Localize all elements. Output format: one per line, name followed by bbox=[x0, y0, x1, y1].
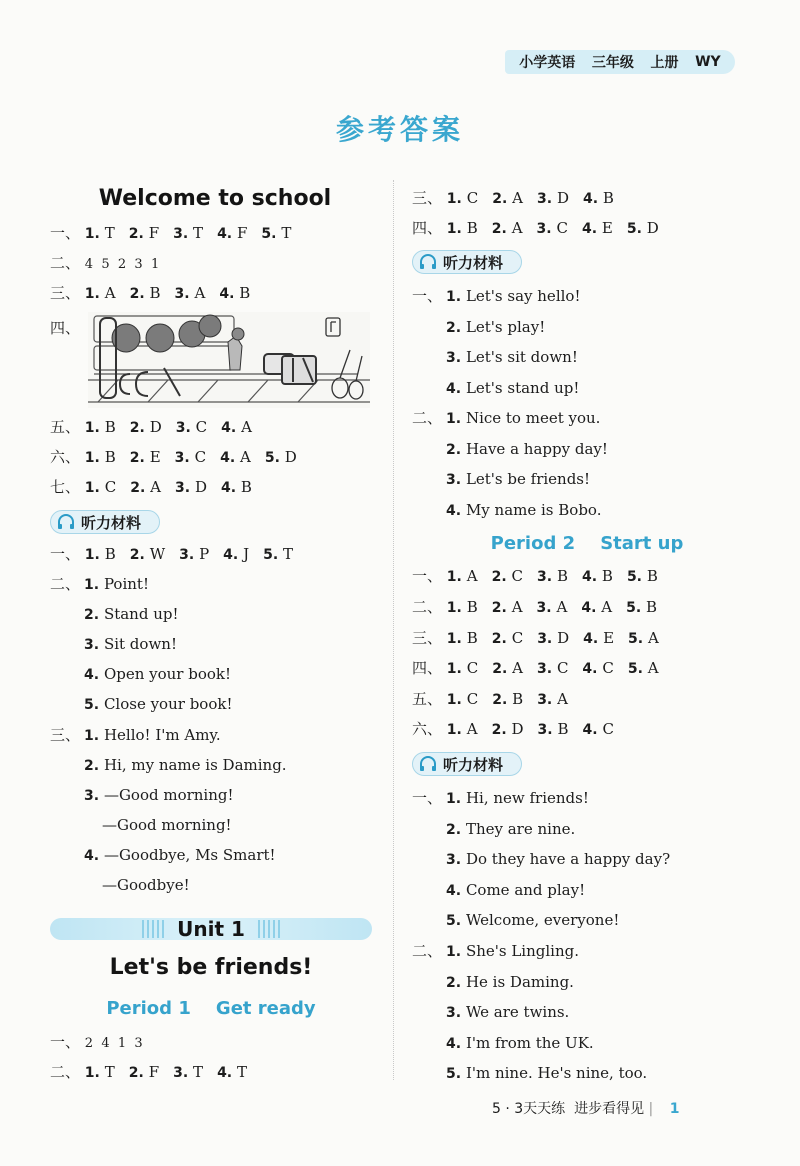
answer-row: 三、 1. C 2. A 3. D 4. B bbox=[412, 189, 614, 207]
answer-item: 4. B bbox=[582, 189, 614, 207]
answer-item: 3. A bbox=[174, 284, 206, 302]
answer-item: 2. C bbox=[491, 629, 524, 647]
sentence-line: 5. Welcome, everyone! bbox=[446, 911, 620, 929]
answer-item: 3. B bbox=[537, 720, 569, 738]
page-number: 1 bbox=[669, 1101, 680, 1117]
answer-item: 5. T bbox=[263, 545, 294, 563]
sentence-line: 3. Sit down! bbox=[84, 635, 177, 653]
answer-item: 3. A bbox=[536, 598, 568, 616]
answer-item: 1. C bbox=[84, 478, 117, 496]
sentence-line: 1. She's Lingling. bbox=[446, 942, 579, 960]
header-edition: WY bbox=[695, 54, 721, 70]
answer-row: 六、 1. A 2. D 3. B 4. C bbox=[412, 720, 614, 738]
answer-item: 2. B bbox=[129, 284, 161, 302]
music-room-illustration bbox=[88, 312, 370, 408]
headphones-icon bbox=[57, 514, 75, 530]
answer-item: 3. D bbox=[537, 629, 570, 647]
listening-badge: 听力材料 bbox=[412, 752, 522, 776]
sentence-line: 3. —Good morning! bbox=[84, 786, 234, 804]
answer-item: 2. F bbox=[128, 224, 160, 242]
answer-item: 1. A bbox=[446, 720, 478, 738]
sentence-line: 2. They are nine. bbox=[446, 819, 576, 838]
answer-item: 4. A bbox=[581, 598, 613, 616]
page-title: 参考答案 bbox=[335, 113, 464, 146]
answer-item: 4. F bbox=[217, 224, 248, 242]
unit-label: Unit 1 bbox=[177, 917, 245, 941]
sentence-line: 4. —Goodbye, Ms Smart! bbox=[84, 846, 276, 864]
answer-row: 二、 4 5 2 3 1 bbox=[50, 254, 160, 272]
answer-row: 三、 1. B 2. C 3. D 4. E 5. A bbox=[412, 629, 659, 647]
answer-item: 3. B bbox=[537, 567, 568, 585]
header-badge bbox=[505, 50, 735, 74]
answer-item: 1. T bbox=[84, 1063, 115, 1081]
answer-item: 3. D bbox=[175, 478, 207, 496]
sentence-line: 1. Hi, new friends! bbox=[446, 789, 589, 807]
answer-row: 二、 bbox=[412, 409, 443, 427]
answer-row: 二、 bbox=[412, 942, 443, 960]
headphones-icon bbox=[419, 254, 437, 270]
sentence-line: 4. I'm from the UK. bbox=[446, 1033, 594, 1052]
answer-item: 1. B bbox=[446, 629, 478, 647]
answer-item: 2. D bbox=[491, 720, 524, 738]
answer-item: 2. W bbox=[129, 545, 166, 563]
answer-item: 3. P bbox=[179, 545, 210, 563]
answer-item: 2. E bbox=[129, 448, 161, 466]
answer-item: 5. A bbox=[628, 629, 659, 647]
answer-item: 4. J bbox=[223, 545, 250, 563]
answer-item: 1. C bbox=[446, 690, 479, 708]
sentence-line: 3. Let's sit down! bbox=[446, 348, 578, 366]
sentence-line: 3. Let's be friends! bbox=[446, 470, 591, 488]
sentence-line: 4. Let's stand up! bbox=[446, 378, 580, 397]
answer-item: 2. F bbox=[128, 1063, 160, 1081]
sentence-line: 5. Close your book! bbox=[84, 695, 233, 713]
answer-row: 四、 1. B 2. A 3. C 4. E 5. D bbox=[412, 219, 659, 237]
answer-item: 4. E bbox=[583, 629, 615, 647]
answer-item: 3. D bbox=[537, 189, 569, 207]
answer-item: 5. D bbox=[264, 448, 297, 466]
answer-item: 2. C bbox=[491, 567, 523, 585]
answer-item: 4. T bbox=[217, 1063, 248, 1081]
answer-row: 一、 2 4 1 3 bbox=[50, 1033, 143, 1051]
answer-item: 1. C bbox=[446, 189, 479, 207]
answer-row: 五、 1. B 2. D 3. C 4. A bbox=[50, 418, 252, 436]
answer-item: 1. B bbox=[84, 545, 116, 563]
sentence-line: 4. Come and play! bbox=[446, 880, 586, 899]
column-divider bbox=[393, 180, 394, 1080]
sentence-line: 2. Let's play! bbox=[446, 317, 546, 336]
sentence-line: 1. Point! bbox=[84, 575, 149, 593]
sentence-line: 2. Stand up! bbox=[84, 605, 179, 623]
sentence-line: 2. Hi, my name is Daming. bbox=[84, 756, 287, 774]
answer-item: 1. B bbox=[84, 448, 116, 466]
answer-item: 2. A bbox=[492, 659, 523, 677]
footer: 5 · 3天天练 进步看得见 | 1 bbox=[492, 1101, 680, 1117]
sentence-line: 2. He is Daming. bbox=[446, 972, 574, 991]
answer-item: 2. B bbox=[492, 690, 524, 708]
header-term: 上册 bbox=[650, 55, 679, 71]
answer-row: 四、 1. C 2. A 3. C 4. C 5. A bbox=[412, 659, 659, 677]
sentence-line: 1. Let's say hello! bbox=[446, 287, 581, 305]
listening-badge: 听力材料 bbox=[412, 250, 522, 274]
answer-item: 4. C bbox=[582, 659, 614, 677]
answer-row: 一、 bbox=[412, 287, 443, 305]
answer-item: 3. C bbox=[175, 418, 208, 436]
answer-row: 三、 bbox=[50, 726, 81, 744]
sentence-line: 3. We are twins. bbox=[446, 1003, 570, 1021]
answer-item: 1. C bbox=[446, 659, 479, 677]
answer-item: 5. T bbox=[261, 224, 292, 242]
welcome-title: Welcome to school bbox=[98, 186, 332, 211]
answer-item: 2. A bbox=[491, 598, 523, 616]
answer-item: 3. T bbox=[173, 1063, 204, 1081]
answer-item: 4. A bbox=[220, 448, 251, 466]
answer-row: 三、 1. A 2. B 3. A 4. B bbox=[50, 284, 251, 302]
answer-item: 4. B bbox=[220, 478, 252, 496]
unit-title: Let's be friends! bbox=[109, 955, 313, 980]
period-2-title: Period 2 Start up bbox=[490, 533, 684, 554]
answer-row: 二、 1. T 2. F 3. T 4. T bbox=[50, 1063, 248, 1081]
sentence-line: 5. I'm nine. He's nine, too. bbox=[446, 1064, 648, 1082]
answer-item: 3. C bbox=[537, 659, 569, 677]
answer-row: 二、 1. B 2. A 3. A 4. A 5. B bbox=[412, 598, 658, 616]
footer-series: 5 · 3天天练 进步看得见 bbox=[492, 1101, 645, 1117]
answer-item: 1. B bbox=[84, 418, 116, 436]
answer-item: 1. A bbox=[84, 284, 116, 302]
sentence-line: 4. Open your book! bbox=[84, 665, 232, 683]
answer-row: 四、 bbox=[50, 319, 81, 337]
answer-item: 3. C bbox=[536, 219, 568, 237]
answer-item: 4. B bbox=[219, 284, 251, 302]
answer-item: 2. A bbox=[492, 189, 523, 207]
answer-row: 一、 bbox=[412, 789, 443, 807]
answer-row: 五、 1. C 2. B 3. A bbox=[412, 690, 568, 708]
answer-row: 二、 bbox=[50, 575, 81, 593]
answer-item: 4. E bbox=[581, 219, 613, 237]
header-grade: 三年级 bbox=[591, 55, 634, 71]
answer-item: 5. B bbox=[626, 567, 658, 585]
answer-row: 六、 1. B 2. E 3. C 4. A 5. D bbox=[50, 448, 297, 466]
answer-row: 一、 1. T 2. F 3. T 4. F 5. T bbox=[50, 224, 292, 242]
answer-row: 一、 1. B 2. W 3. P 4. J 5. T bbox=[50, 545, 294, 563]
sentence-line: 2. Have a happy day! bbox=[446, 439, 608, 458]
answer-item: 1. B bbox=[446, 598, 478, 616]
headphones-icon bbox=[419, 756, 437, 772]
sentence-line: —Good morning! bbox=[102, 816, 232, 834]
answer-item: 1. A bbox=[446, 567, 478, 585]
answer-item: 1. T bbox=[84, 224, 115, 242]
answer-item: 1. B bbox=[446, 219, 478, 237]
sentence-line: 1. Hello! I'm Amy. bbox=[84, 726, 221, 744]
answer-item: 5. B bbox=[626, 598, 658, 616]
period-1-title: Period 1 Get ready bbox=[106, 998, 316, 1019]
answer-row: 七、 1. C 2. A 3. D 4. B bbox=[50, 478, 252, 496]
sentence-line: —Goodbye! bbox=[102, 876, 190, 894]
sentence-line: 4. My name is Bobo. bbox=[446, 500, 602, 519]
answer-item: 4. C bbox=[582, 720, 614, 738]
answer-item: 4. A bbox=[221, 418, 252, 436]
answer-item: 2. A bbox=[491, 219, 523, 237]
answer-item: 4. B bbox=[581, 567, 613, 585]
answer-item: 3. A bbox=[537, 690, 568, 708]
answer-item: 5. D bbox=[626, 219, 659, 237]
answer-item: 3. T bbox=[173, 224, 204, 242]
answer-item: 3. C bbox=[174, 448, 207, 466]
answer-item: 5. A bbox=[627, 659, 659, 677]
answer-row: 一、 1. A 2. C 3. B 4. B 5. B bbox=[412, 567, 658, 585]
answer-item: 2. A bbox=[130, 478, 161, 496]
sentence-line: 3. Do they have a happy day? bbox=[446, 850, 671, 868]
listening-badge: 听力材料 bbox=[50, 510, 160, 534]
header-subject: 小学英语 bbox=[519, 55, 576, 71]
answer-item: 2. D bbox=[129, 418, 162, 436]
sentence-line: 1. Nice to meet you. bbox=[446, 409, 601, 427]
